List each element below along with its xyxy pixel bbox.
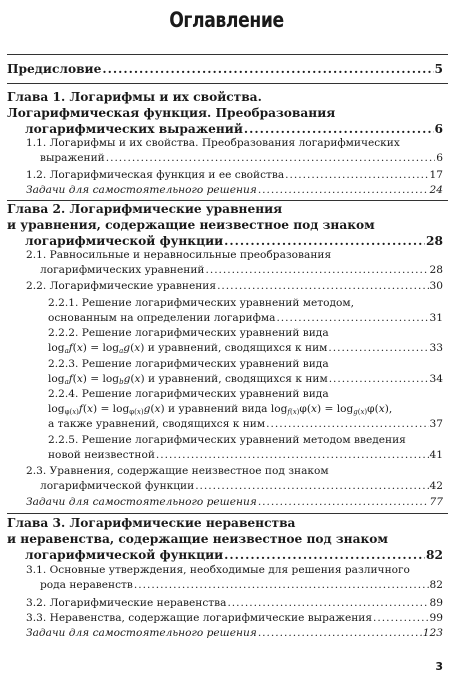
entry-title-line: рода неравенств — [40, 579, 133, 591]
toc-entry-3-1[interactable] — [26, 563, 443, 593]
leader-dots — [156, 448, 429, 463]
chapter-title-line: Глава 2. Логарифмические уравнения — [7, 202, 283, 216]
leader-dots — [328, 341, 428, 356]
leader-dots — [258, 183, 429, 198]
entry-page: 123 — [422, 627, 443, 639]
entry-page: 34 — [429, 373, 443, 385]
entry-title: 3.2. Логарифмические неравенства — [26, 597, 227, 609]
entry-page: 33 — [429, 342, 443, 354]
entry-title: 3.3. Неравенства, содержащие логарифмические выражения — [26, 612, 373, 624]
entry-title: Задачи для самостоятельного решения — [26, 627, 257, 639]
entry-title-line: 2.2.3. Решение логарифмических уравнений вида — [48, 358, 329, 370]
entry-title: Задачи для самостоятельного решения — [26, 184, 257, 196]
section-rule — [7, 513, 448, 514]
toc-entry-1-1[interactable] — [26, 136, 443, 166]
entry-title-line: $\log_af(x) = \log_ag(x)$ и уравнений, сводящихся к ним — [48, 342, 328, 355]
leader-dots — [106, 151, 436, 166]
entry-title: 1.2. Логарифмическая функция и ее свойства — [26, 169, 285, 181]
toc-entry-3-3[interactable] — [26, 611, 443, 626]
toc-entry-1-2[interactable] — [26, 168, 443, 183]
leader-dots — [258, 626, 422, 641]
toc-entry-chapter-3[interactable] — [7, 515, 443, 563]
toc-entry-ch2-tasks[interactable] — [26, 495, 443, 510]
title-rule — [7, 54, 448, 55]
leader-dots — [373, 611, 428, 626]
leader-dots — [195, 479, 428, 494]
entry-page: 77 — [429, 496, 443, 508]
entry-page: 82 — [426, 548, 443, 562]
leader-dots — [227, 596, 428, 611]
toc-entry-2-1[interactable] — [26, 248, 443, 278]
leader-dots — [205, 263, 428, 278]
toc-entry-preface[interactable] — [7, 61, 443, 77]
entry-page: 30 — [429, 280, 443, 292]
chapter-title-line: логарифмических выражений — [25, 122, 243, 136]
page-number: 3 — [435, 660, 443, 673]
entry-title-line: $\log_{\varphi(x)}f(x) = \log_{\varphi(x)}g(x)$ и уравнений вида $\log_{f(x)}\varphi(x) = \log_{g(x)}\varphi(x)$, — [48, 403, 393, 416]
leader-dots — [258, 495, 429, 510]
entry-title-line: 2.2.2. Решение логарифмических уравнений вида — [48, 327, 329, 339]
leader-dots — [244, 121, 434, 137]
toc-entry-2-3[interactable] — [26, 464, 443, 494]
page-title: Оглавление — [169, 8, 284, 32]
leader-dots — [266, 417, 428, 432]
entry-page: 37 — [429, 418, 443, 430]
entry-title: 2.2. Логарифмические уравнения — [26, 280, 217, 292]
toc-entry-3-2[interactable] — [26, 596, 443, 611]
leader-dots — [224, 547, 425, 563]
leader-dots — [224, 233, 425, 249]
leader-dots — [134, 578, 429, 593]
entry-title-line: выражений — [40, 152, 105, 164]
entry-page: 6 — [434, 122, 443, 136]
leader-dots — [102, 61, 433, 77]
math-formula: $\log_af(x) = \log_ag(x)$ — [48, 342, 145, 355]
entry-title: Задачи для самостоятельного решения — [26, 496, 257, 508]
leader-dots — [276, 311, 428, 326]
entry-title-line: новой неизвестной — [48, 449, 155, 461]
toc-entry-chapter-2[interactable] — [7, 201, 443, 249]
toc-entry-2-2-2[interactable] — [48, 326, 443, 356]
toc-entry-2-2-1[interactable] — [48, 296, 443, 326]
entry-title-line: 1.1. Логарифмы и их свойства. Преобразования логарифмических — [26, 137, 400, 149]
chapter-title-line: логарифмической функции — [25, 234, 224, 248]
chapter-title-line: Логарифмическая функция. Преобразования — [7, 106, 336, 120]
toc-entry-ch3-tasks[interactable] — [26, 626, 443, 641]
entry-page: 28 — [429, 264, 443, 276]
math-formula: $\log_{f(x)}\varphi(x) = \log_{g(x)}\varphi(x)$, — [270, 403, 393, 416]
entry-title: Предисловие — [7, 62, 102, 76]
entry-page: 89 — [429, 597, 443, 609]
entry-title-line: 2.3. Уравнения, содержащие неизвестное под знаком — [26, 465, 329, 477]
toc-entry-2-2[interactable] — [26, 279, 443, 294]
entry-title-line: 2.2.5. Решение логарифмических уравнений методом введения — [48, 434, 406, 446]
entry-title-line: логарифмической функции — [40, 480, 195, 492]
entry-title-line: 2.2.4. Решение логарифмических уравнений вида — [48, 388, 329, 400]
entry-page: 24 — [429, 184, 443, 196]
entry-page: 82 — [429, 579, 443, 591]
math-formula: $\log_af(x) = \log_bg(x)$ — [48, 373, 145, 386]
entry-title-line: $\log_af(x) = \log_bg(x)$ и уравнений, сводящихся к ним — [48, 373, 328, 386]
section-rule — [7, 83, 448, 84]
leader-dots — [329, 372, 429, 387]
chapter-title-line: и неравенства, содержащие неизвестное под знаком — [7, 532, 388, 546]
entry-title-line: 2.1. Равносильные и неравносильные преобразования — [26, 249, 332, 261]
entry-title-line: 2.2.1. Решение логарифмических уравнений методом, — [48, 297, 355, 309]
chapter-title-line: логарифмической функции — [25, 548, 224, 562]
entry-page: 42 — [429, 480, 443, 492]
entry-title-line: логарифмических уравнений — [40, 264, 205, 276]
toc-entry-2-2-5[interactable] — [48, 433, 443, 463]
entry-page: 5 — [434, 62, 443, 76]
chapter-title-line: и уравнения, содержащие неизвестное под знаком — [7, 218, 375, 232]
toc-entry-ch1-tasks[interactable] — [26, 183, 443, 198]
chapter-title-line: Глава 3. Логарифмические неравенства — [7, 516, 296, 530]
entry-page: 99 — [429, 612, 443, 624]
entry-title-line: 3.1. Основные утверждения, необходимые для решения различного — [26, 564, 410, 576]
toc-entry-2-2-4[interactable] — [48, 387, 443, 432]
entry-page: 6 — [436, 152, 443, 164]
math-formula: $\log_{\varphi(x)}f(x) = \log_{\varphi(x)}g(x)$ — [48, 403, 165, 416]
entry-page: 28 — [426, 234, 443, 248]
entry-page: 31 — [429, 312, 443, 324]
toc-entry-2-2-3[interactable] — [48, 357, 443, 387]
leader-dots — [285, 168, 428, 183]
leader-dots — [217, 279, 428, 294]
entry-page: 17 — [429, 169, 443, 181]
entry-page: 41 — [429, 449, 443, 461]
entry-title-line: а также уравнений, сводящихся к ним — [48, 418, 266, 430]
toc-entry-chapter-1[interactable] — [7, 89, 443, 137]
chapter-title-line: Глава 1. Логарифмы и их свойства. — [7, 90, 262, 104]
entry-title-line: основанным на определении логарифма — [48, 312, 276, 324]
